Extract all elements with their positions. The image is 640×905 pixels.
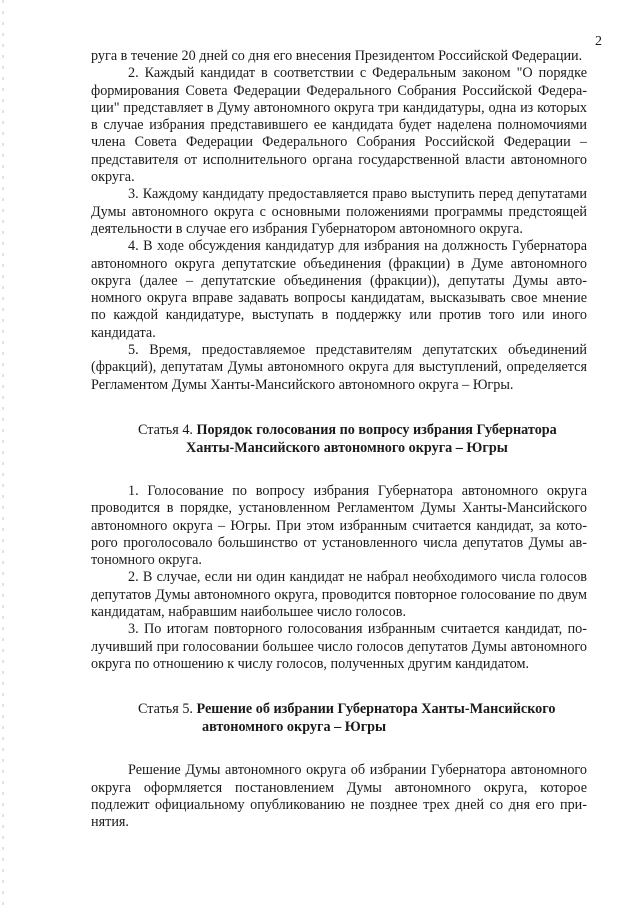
- article-5-title-line2: автономного округа – Югры: [202, 719, 387, 736]
- paragraph-4: 4. В ходе обсуждения кандидатур для избрания на должность Губернатора автономного округа депутатские объединения (фракции) в Думе автономного округа (далее – депутатские объединения (фракции)), депутаты Думы автономного округа вправе задавать вопросы кандидатам, высказывать свое мнение по каждой кандидатуре, выступать в поддержку или против того или иного кандидата.: [91, 238, 587, 341]
- intro-paragraph: руга в течение 20 дней со дня его внесения Президентом Российской Федерации.: [91, 48, 583, 64]
- paragraph-5: 5. Время, предоставляемое представителям депутатских объединений (фракций), депутатам Думы автономного округа для выступлений, определяется Регламентом Думы Ханты-Мансийского автономного округа – Югры.: [91, 342, 587, 393]
- scan-edge-marks: [2, 0, 4, 905]
- article-5-title-line1: Решение об избрании Губернатора Ханты-Мансийского: [196, 701, 556, 718]
- article-4-paragraph-3: 3. По итогам повторного голосования избранным считается кандидат, получивший при голосовании большее число голосов депутатов Думы автономного округа по отношению к числу голосов, полученных другим кандидатом.: [91, 621, 587, 672]
- article-4-label: Статья 4.: [138, 421, 193, 438]
- page-number: 2: [595, 34, 602, 49]
- article-4-paragraph-1: 1. Голосование по вопросу избрания Губернатора автономного округа проводится в порядке, установленном Регламентом Думы Ханты-Мансийского автономного округа – Югры. При этом избранным считается кандидат, за которого проголосовало большинство от установленного числа депутатов Думы автономного округа.: [91, 482, 587, 569]
- article-5-heading-line1: [91, 700, 587, 718]
- article-4-paragraph-2: 2. В случае, если ни один кандидат не набрал необходимого числа голосов депутатов Думы автономного округа, проводится повторное голосование по двум кандидатам, набравшим наибольшее число голосов.: [91, 569, 587, 621]
- article-5-paragraph-1: Решение Думы автономного округа об избрании Губернатора автономного округа оформляется постановлением Думы автономного округа, которое подлежит официальному опубликованию не позднее трех дней со дня его принятия.: [91, 762, 587, 831]
- paragraph-2: 2. Каждый кандидат в соответствии с Федеральным законом "О порядке формирования Совета Федерации Федерального Собрания Российской Федерации" представляет в Думу автономного округа три кандидатуры, одна из которых в случае избрания представившего ее кандидата будет наделена полномочиями члена Совета Федерации Федерального Собрания Российской Федерации – представителя от исполнительного органа государственной власти автономного округа.: [91, 65, 587, 186]
- article-5-label: Статья 5.: [138, 701, 193, 718]
- document-body: [91, 48, 587, 831]
- article-4-title-line2: Ханты-Мансийского автономного округа – Югры: [186, 439, 508, 456]
- article-5-heading: [91, 700, 587, 736]
- article-4-title-line1: Порядок голосования по вопросу избрания Губернатора: [196, 421, 557, 438]
- article-4-heading: [91, 421, 587, 457]
- article-4-heading-line1: [91, 421, 587, 439]
- paragraph-3: 3. Каждому кандидату предоставляется право выступить перед депутатами Думы автономного округа с основными положениями программы предстоящей деятельности в случае его избрания Губернатором автономного округа.: [91, 186, 587, 237]
